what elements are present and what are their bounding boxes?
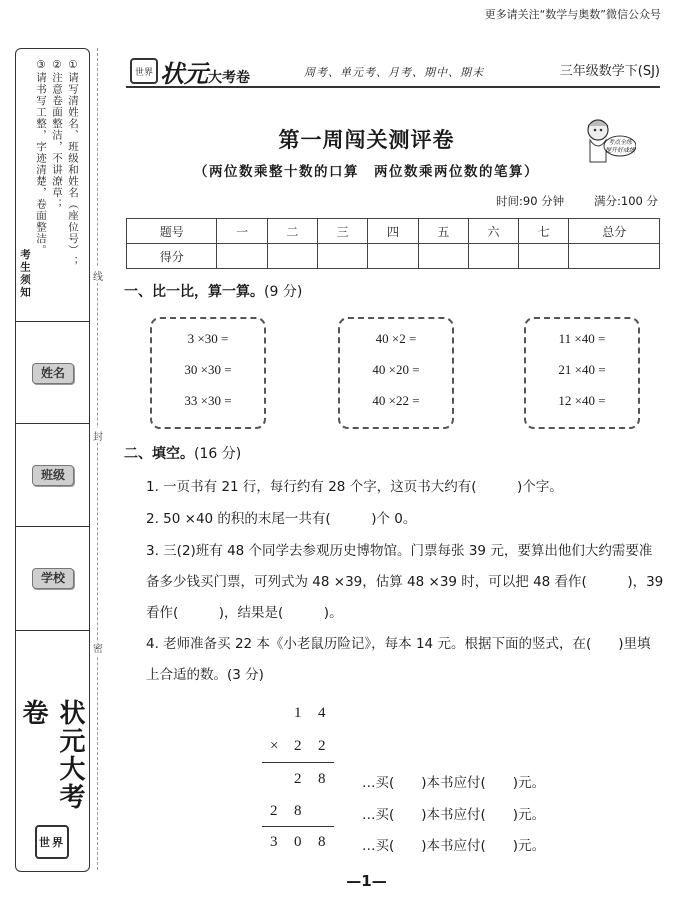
section-1-points: (9 分) <box>264 284 303 300</box>
full-score: 满分:100 分 <box>594 194 658 208</box>
question-4-line-1: 4. 老师准备买 22 本《小老鼠历险记》，每本 14 元。根据下面的竖式，在( )里填 <box>146 636 651 652</box>
name-section <box>16 321 89 424</box>
notice-label: 考生须知 <box>19 249 31 299</box>
vertical-digit: 0 <box>294 834 302 850</box>
vertical-note-3: …买( )本书应付( )元。 <box>362 838 546 854</box>
grade-label: 三年级数学下(SJ) <box>559 64 660 79</box>
calc-item: 11 ×40 = <box>558 331 606 346</box>
score-cell: 二 <box>267 219 317 244</box>
score-input-cell[interactable] <box>217 244 267 269</box>
calc-item: 21 ×40 = <box>558 362 606 377</box>
vertical-digit: 8 <box>318 771 326 787</box>
score-cell: 一 <box>217 219 267 244</box>
calc-item: 33 ×30 = <box>184 393 232 408</box>
calc-item: 12 ×40 = <box>558 393 606 408</box>
cut-line-char-2: 封 <box>93 428 103 443</box>
score-input-cell[interactable] <box>368 244 418 269</box>
notice-section <box>16 49 89 322</box>
mascot-icon <box>576 112 636 168</box>
notice-line-2: ②注意卷面整洁，不讲潦草； <box>51 59 63 210</box>
vertical-digit: 2 <box>318 738 326 754</box>
question-3-line-1: 3. 三(2)班有 48 个同学去参观历史博物馆。门票每张 39 元，要算出他们大约需要准 <box>146 543 653 559</box>
score-input-cell[interactable] <box>267 244 317 269</box>
score-cell: 六 <box>468 219 518 244</box>
page-title: 第一周闯关测评卷 <box>278 128 455 152</box>
vertical-note-2: …买( )本书应付( )元。 <box>362 807 546 823</box>
page-subtitle: （两位数乘整十数的口算 两位数乘两位数的笔算） <box>194 164 539 180</box>
calc-item: 40 ×20 = <box>372 362 420 377</box>
top-note: 更多请关注“数学与奥数”微信公众号 <box>484 8 661 21</box>
class-label: 班级 <box>32 465 74 486</box>
score-input-cell[interactable] <box>519 244 569 269</box>
page-header <box>126 56 660 88</box>
vertical-digit: 2 <box>294 738 302 754</box>
score-cell: 七 <box>519 219 569 244</box>
brand-small: 大考卷 <box>208 70 250 86</box>
brand-name: 状元大考卷 <box>160 60 250 88</box>
vertical-rule-1 <box>262 762 334 763</box>
notice-line-3: ③请书写工整，字迹清楚，卷面整洁。 <box>35 59 47 256</box>
vertical-digit: 4 <box>318 705 326 721</box>
header-subtitle: 周考、单元考、月考、期中、期末 <box>304 66 484 79</box>
score-input-cell[interactable] <box>468 244 518 269</box>
calc-box-2 <box>338 317 454 429</box>
vertical-note-1: …买( )本书应付( )元。 <box>362 775 546 791</box>
question-3-line-2: 备多少钱买门票，可列式为 48 ×39，估算 48 ×39 时，可以把 48 看作( )，39 <box>146 574 664 590</box>
page-number: —1— <box>346 872 387 890</box>
score-table <box>126 218 660 269</box>
vertical-digit: 2 <box>270 803 278 819</box>
vertical-digit: 3 <box>270 834 278 850</box>
score-input-cell[interactable] <box>418 244 468 269</box>
exam-time: 时间:90 分钟 <box>496 194 565 208</box>
brand-logo-icon: 世界 <box>130 58 158 84</box>
mascot-text-1: 考点全练 <box>607 139 633 146</box>
score-cell: 四 <box>368 219 418 244</box>
score-row-label: 得分 <box>127 244 217 269</box>
vertical-digit: 2 <box>294 771 302 787</box>
cut-line-char-3: 密 <box>93 640 103 655</box>
calc-item: 3 ×30 = <box>187 331 229 346</box>
class-section <box>16 423 89 527</box>
score-input-cell[interactable] <box>318 244 368 269</box>
score-input-cell[interactable] <box>569 244 660 269</box>
school-label: 学校 <box>32 568 74 589</box>
question-3-line-3: 看作( )，结果是( )。 <box>146 605 343 621</box>
section-2-points: (16 分) <box>194 446 242 462</box>
question-1: 1. 一页书有 21 行，每行约有 28 个字，这页书大约有( )个字。 <box>146 479 563 495</box>
vertical-digit: 1 <box>294 705 302 721</box>
score-cell: 五 <box>418 219 468 244</box>
strip-logo-icon: 世界 <box>35 825 69 859</box>
score-cell: 三 <box>318 219 368 244</box>
strip-logo <box>18 699 85 859</box>
strip-logo-text: 状元大考卷 <box>18 699 85 811</box>
calc-item: 40 ×2 = <box>375 331 417 346</box>
score-cell: 总分 <box>569 219 660 244</box>
score-cell: 题号 <box>127 219 217 244</box>
question-4-line-2: 上合适的数。(3 分) <box>146 667 264 683</box>
name-label: 姓名 <box>32 363 74 384</box>
vertical-times-sign: × <box>270 738 279 754</box>
score-table-score-row <box>127 244 660 269</box>
vertical-digit: 8 <box>318 834 326 850</box>
school-section <box>16 526 89 631</box>
section-2-title: 二、填空。(16 分) <box>124 446 242 462</box>
score-table-header-row <box>127 219 660 244</box>
mascot-text-2: 提升好成绩 <box>604 147 636 154</box>
calc-item: 40 ×22 = <box>372 393 420 408</box>
calc-box-1 <box>150 317 266 429</box>
cut-line-char-1: 线 <box>93 268 103 283</box>
calc-box-3 <box>524 317 640 429</box>
section-1-title: 一、比一比，算一算。(9 分) <box>124 284 303 300</box>
notice-line-1: ①请写清姓名、班级和姓名（座位号）； <box>67 59 79 268</box>
vertical-rule-2 <box>262 826 334 827</box>
vertical-digit: 8 <box>294 803 302 819</box>
calc-item: 30 ×30 = <box>184 362 232 377</box>
question-2: 2. 50 ×40 的积的末尾一共有( )个 0。 <box>146 511 417 527</box>
